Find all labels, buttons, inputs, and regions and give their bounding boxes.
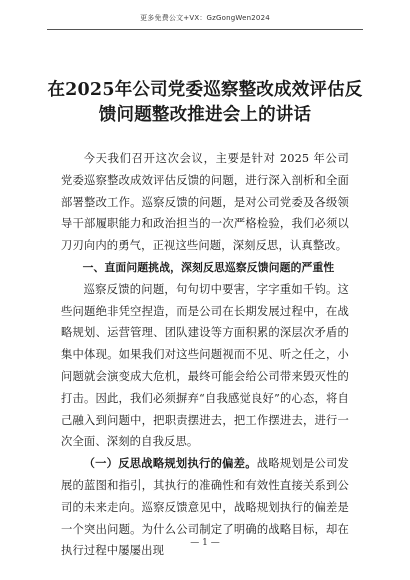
subsection-heading: （一）反思战略规划执行的偏差。 <box>83 456 257 471</box>
section-paragraph: 巡察反馈的问题，句句切中要害，字字重如千钧。这些问题绝非凭空捏造，而是公司在长期发展过程中，在战略规划、运营管理、团队建设等方面积累的深层次矛盾的集中体现。如果我们对这些问题视而不见、听之任之，小问题就会演变成大危机，最终可能会给公司带来毁灭性的打击。因此，我们必须摒弃“自我感觉良好”的心态，将自己融入到问题中，把职责摆进去，把工作摆进去，进行一次全面、深刻的自我反思。 <box>61 282 349 449</box>
page-number: — 1 — <box>190 538 220 548</box>
subsection-text: 战略规划是公司发展的蓝图和指引，其执行的准确性和有效性直接关系到公司的未来走向。巡察反馈意见中，战略规划执行的偏差是一个突出问题。为什么公司制定了明确的战略目标，却在执行过程中屡屡出现 <box>61 457 349 558</box>
section-heading: 一、直面问题挑战，深刻反思巡察反馈问题的严重性 <box>82 260 335 274</box>
header-divider <box>47 29 363 30</box>
intro-paragraph: 今天我们召开这次会议，主要是针对 2025 年公司党委巡察整改成效评估反馈的问题，进行深入剖析和全面部署整改工作。巡察反馈的问题，是对公司党委及各级领导干部履职能力和政治担当的一次严格检验，我们必须以刀刃向内的勇气，正视这些问题，深刻反思，认真整改。 <box>61 152 349 253</box>
header-note: 更多免费公文+VX：GzGongWen2024 <box>140 14 270 22</box>
document-title: 在2025年公司党委巡察整改成效评估反馈问题整改推进会上的讲话 <box>47 80 363 125</box>
document-body <box>61 148 349 562</box>
